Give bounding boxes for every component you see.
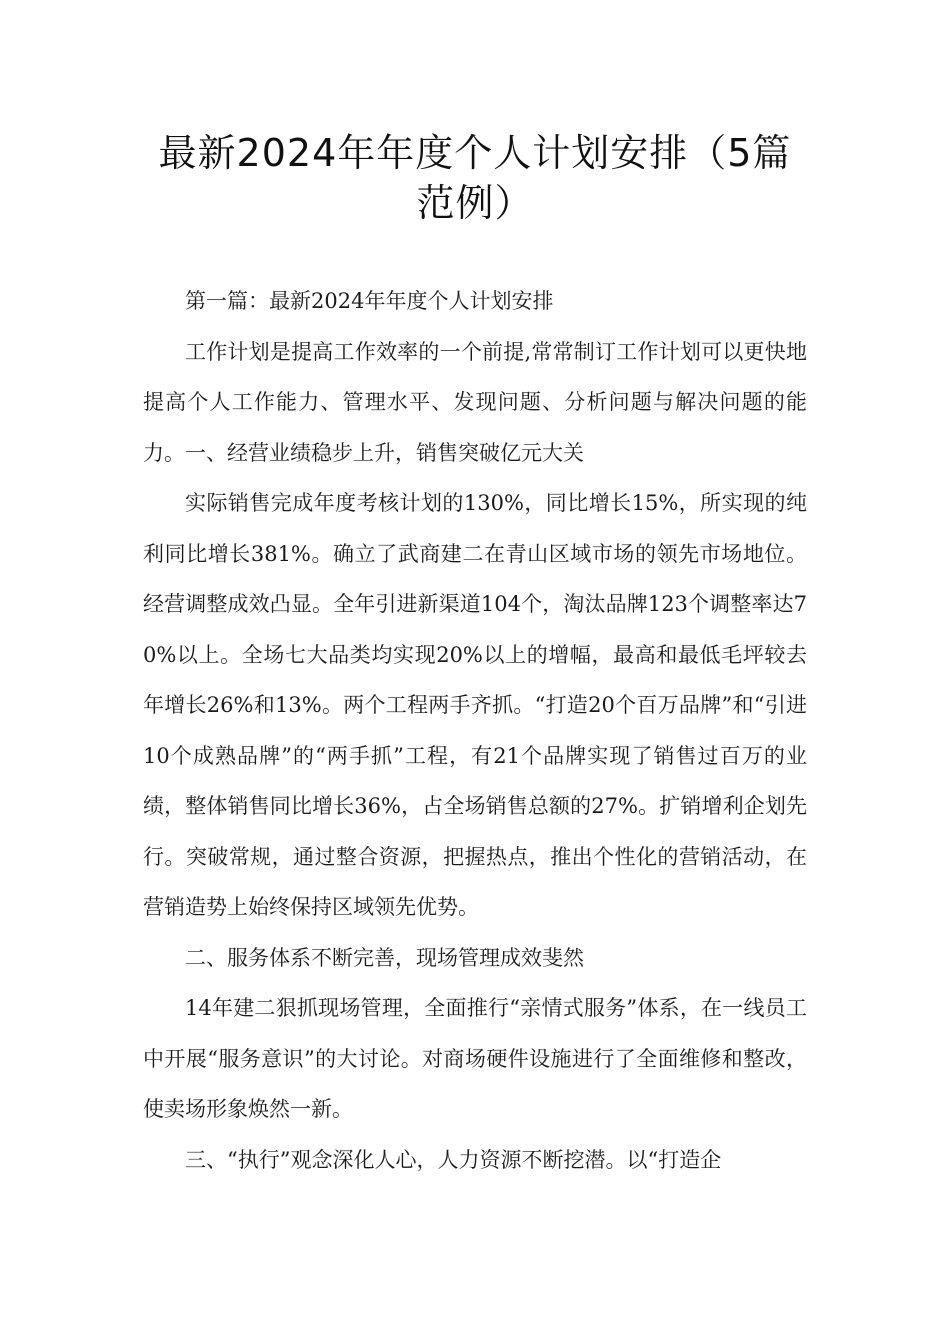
document-title: 最新2024年年度个人计划安排（5篇范例） xyxy=(158,131,792,225)
section-heading: 第一篇：最新2024年年度个人计划安排 xyxy=(185,289,554,313)
body-paragraph: 14年建二狠抓现场管理，全面推行“亲情式服务”体系，在一线员工中开展“服务意识”的大讨论。对商场硬件设施进行了全面维修和整改，使卖场形象焕然一新。 xyxy=(143,996,807,1121)
body-paragraph: 工作计划是提高工作效率的一个前提,常常制订工作计划可以更快地提高个人工作能力、管理水平、发现问题、分析问题与解决问题的能力。一、经营业绩稳步上升，销售突破亿元大关 xyxy=(143,339,807,465)
body-paragraph: 三、“执行”观念深化人心，人力资源不断挖潜。以“打造企 xyxy=(185,1147,722,1172)
section-heading: 二、服务体系不断完善，现场管理成效斐然 xyxy=(185,945,584,970)
document-body xyxy=(143,276,807,1185)
body-paragraph: 实际销售完成年度考核计划的130%，同比增长15%，所实现的纯利同比增长381%。确立了武商建二在青山区域市场的领先市场地位。经营调整成效凸显。全年引进新渠道104个，淘汰品牌123个调整率达70%以上。全场七大品类均实现20%以上的增幅，最高和最低毛坪较去年增长26%和13%。两个工程两手齐抓。“打造20个百万品牌”和“引进10个成熟品牌”的“两手抓”工程，有21个品牌实现了销售过百万的业绩，整体销售同比增长36%，占全场销售总额的27%。扩销增利企划先行。突破常规，通过整合资源，把握热点，推出个性化的营销活动，在营销造势上始终保持区域领先优势。 xyxy=(143,491,807,919)
